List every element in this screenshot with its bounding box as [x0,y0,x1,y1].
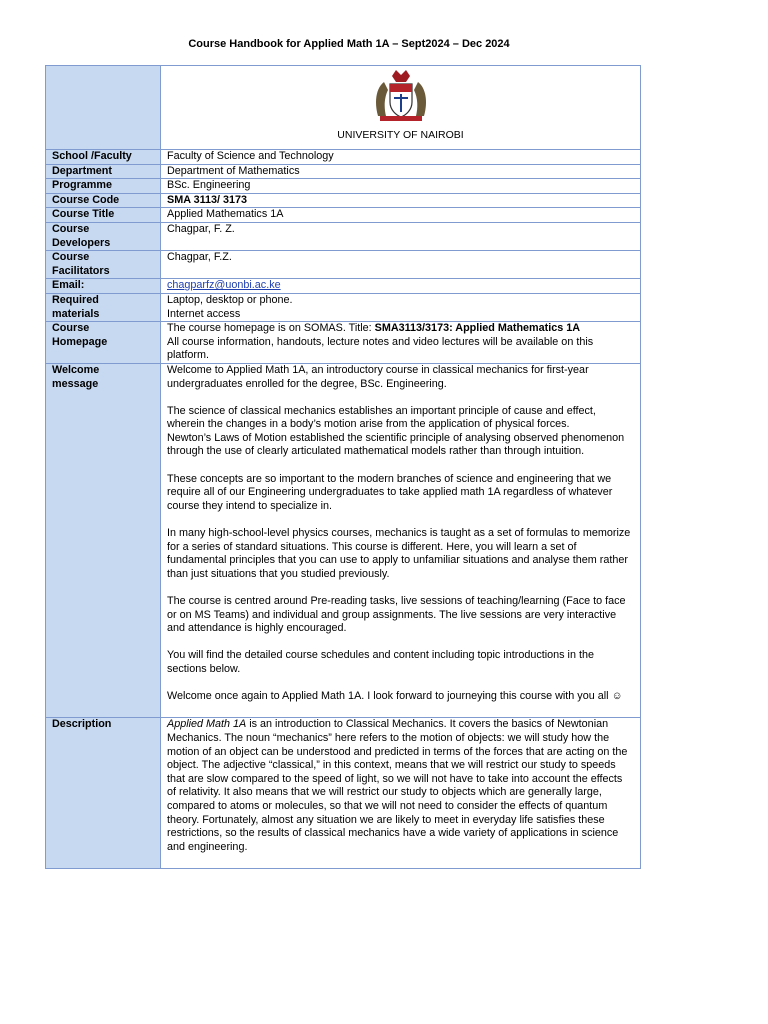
welcome-paragraph: Newton’s Laws of Motion established the scientific principle of analysing observed phenomenon through the use of clearly articulated mathematical models rather than through intuition. [167,431,625,458]
description-label: Description [46,718,161,869]
developers-value: Chagpar, F. Z. [161,222,641,250]
materials-value: Laptop, desktop or phone. Internet access [161,293,641,321]
facilitators-value: Chagpar, F.Z. [161,251,641,279]
welcome-paragraph: The science of classical mechanics establishes an important principle of cause and effect, wherein the changes in a body’s motion arise from the application of physical forces. [167,404,596,431]
email-label: Email: [46,279,161,294]
facilitators-label: Course Facilitators [46,251,161,279]
course-code-value: SMA 3113/ 3173 [161,193,641,208]
developers-label: Course Developers [46,222,161,250]
description-value: Applied Math 1A is an introduction to Classical Mechanics. It covers the basics of Newtonian Mechanics. The noun “mechanics” here refers to the motion of objects: we will study how the motion of an object can be understood and predicted in terms of the forces that are acting on the object. The adjective “classical,” in this context, means that we will restrict our study to speeds that are slow compared to the speed of light, so we will not have to take into account the effects of relativity. It also means that we will restrict our study to objects which are generally large, compared to atoms or molecules, so that we will not need to consider the effects of quantum theory. Fortunately, almost any situation we are likely to meet in everyday life satisfies these restrictions, so the results of classical mechanics have a wide variety of applications in science and engineering. [161,718,641,869]
welcome-paragraph: You will find the detailed course schedules and content including topic introductions in the sections below. [167,649,594,675]
logo-cell [161,66,641,150]
welcome-paragraph: The course is centred around Pre-reading tasks, live sessions of teaching/learning (Face to face or on MS Teams) and individual and group assignments. The live sessions are very interactive and attendance is highly encouraged. [167,595,626,635]
programme-label: Programme [46,179,161,194]
homepage-label: Course Homepage [46,322,161,364]
homepage-value: The course homepage is on SOMAS. Title: SMA3113/3173: Applied Mathematics 1A All course information, handouts, lecture notes and video lectures will be available on this platform. [161,322,641,364]
email-link[interactable]: chagparfz@uonbi.ac.ke [167,279,281,292]
welcome-paragraph: Welcome once again to Applied Math 1A. I look forward to journeying this course with you all ☺ [167,690,623,703]
welcome-message [161,363,641,717]
university-name: UNIVERSITY OF NAIROBI [337,128,464,141]
department-label: Department [46,164,161,179]
school-label: School /Faculty [46,150,161,165]
school-value: Faculty of Science and Technology [161,150,641,165]
university-crest-icon [370,68,432,122]
course-code-label: Course Code [46,193,161,208]
logo-label-cell [46,66,161,150]
programme-value: BSc. Engineering [161,179,641,194]
welcome-label: Welcome message [46,363,161,717]
welcome-paragraph: In many high-school-level physics courses, mechanics is taught as a set of formulas to memorize for a series of standard situations. This course is different. Here, you will learn a set of fundamental principles that you can use to apply to unfamiliar situations and analyse them rather than just situations that you studied previously. [167,527,631,580]
course-title-value: Applied Mathematics 1A [161,208,641,223]
department-value: Department of Mathematics [161,164,641,179]
page-title: Course Handbook for Applied Math 1A – Sept2024 – Dec 2024 [188,38,510,50]
homepage-course-title: SMA3113/3173: Applied Mathematics 1A [374,322,581,335]
description-course-name: Applied Math 1A [167,718,247,731]
materials-label: Required materials [46,293,161,321]
welcome-paragraph: These concepts are so important to the modern branches of science and engineering that we require all of our Engineering undergraduates to take applied math 1A regardless of whatever course they intend to specialize in. [167,472,613,512]
course-info-table [45,65,641,869]
welcome-paragraph: Welcome to Applied Math 1A, an introductory course in classical mechanics for first-year undergraduates enrolled for the degree, BSc. Engineering. [167,363,589,390]
course-title-label: Course Title [46,208,161,223]
